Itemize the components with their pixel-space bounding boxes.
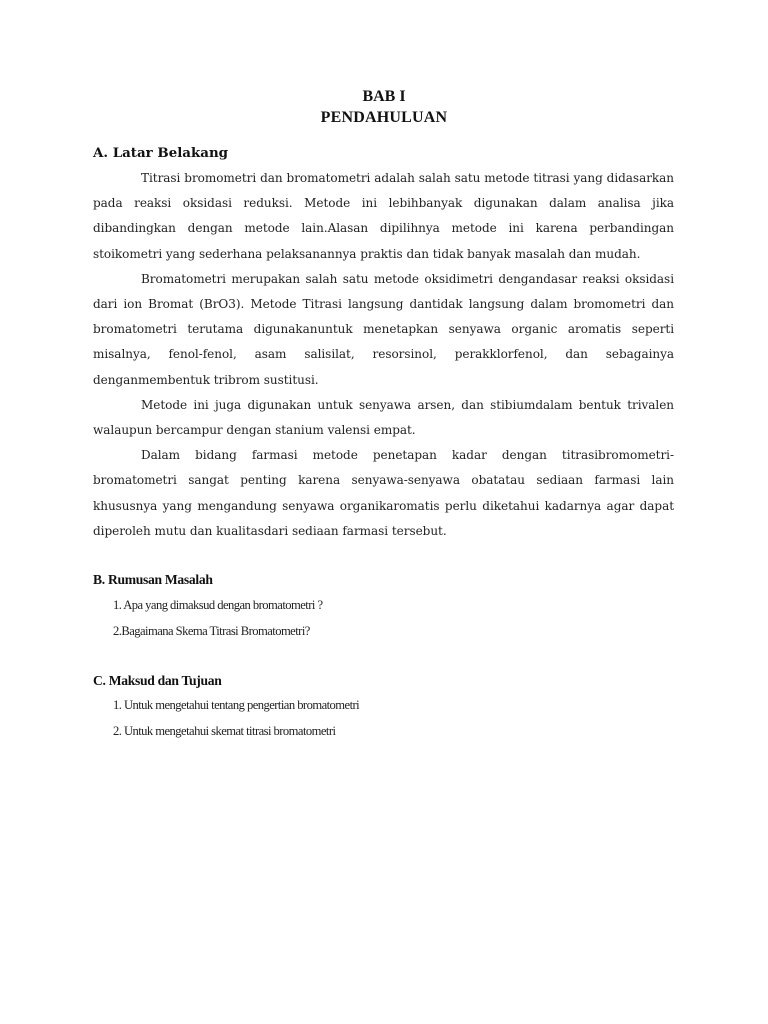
list-item: 2.Bagaimana Skema Titrasi Bromatometri?: [113, 624, 310, 638]
paragraph: Metode ini juga digunakan untuk senyawa arsen, dan stibiumdalam bentuk trivalen walaupun bercampur dengan stanium valensi empat.: [93, 397, 674, 438]
list-item: 1. Untuk mengetahui tentang pengertian bromatometri: [113, 698, 360, 712]
section-c-list: [113, 695, 359, 747]
chapter-title: PENDAHULUAN: [320, 109, 448, 126]
section-b-list: [113, 595, 322, 647]
list-item: 1. Apa yang dimaksud dengan bromatometri ?: [113, 598, 323, 612]
section-c-heading: C. Maksud dan Tujuan: [93, 673, 222, 688]
section-a-heading: A. Latar Belakang: [93, 145, 229, 161]
section-a-body: [93, 166, 674, 544]
section-b-heading: B. Rumusan Masalah: [93, 572, 213, 587]
paragraph: Titrasi bromometri dan bromatometri adalah salah satu metode titrasi yang didasarkan pada reaksi oksidasi reduksi. Metode ini lebihbanyak digunakan dalam analisa jika dibandingkan dengan metode lain.Alasan dipilihnya metode ini karena perbandingan stoikometri yang sederhana pelaksanannya praktis dan tidak banyak masalah dan mudah.: [93, 171, 674, 261]
paragraph: Dalam bidang farmasi metode penetapan kadar dengan titrasibromometri-bromatometri sangat penting karena senyawa-senyawa obatatau sediaan farmasi lain khususnya yang mengandung senyawa organikaromatis perlu diketahui kadarnya agar dapat diperoleh mutu dan kualitasdari sediaan farmasi tersebut.: [93, 448, 674, 538]
chapter-number: BAB I: [362, 88, 406, 105]
paragraph: Bromatometri merupakan salah satu metode oksidimetri dengandasar reaksi oksidasi dari ion Bromat (BrO3). Metode Titrasi langsung dantidak langsung dalam bromometri dan bromatometri terutama digunakanuntuk menetapkan senyawa organic aromatis seperti misalnya, fenol-fenol, asam salisilat, resorsinol, perakklorfenol, dan sebagainya denganmembentuk tribrom sustitusi.: [93, 271, 674, 387]
list-item: 2. Untuk mengetahui skemat titrasi bromatometri: [113, 724, 336, 738]
